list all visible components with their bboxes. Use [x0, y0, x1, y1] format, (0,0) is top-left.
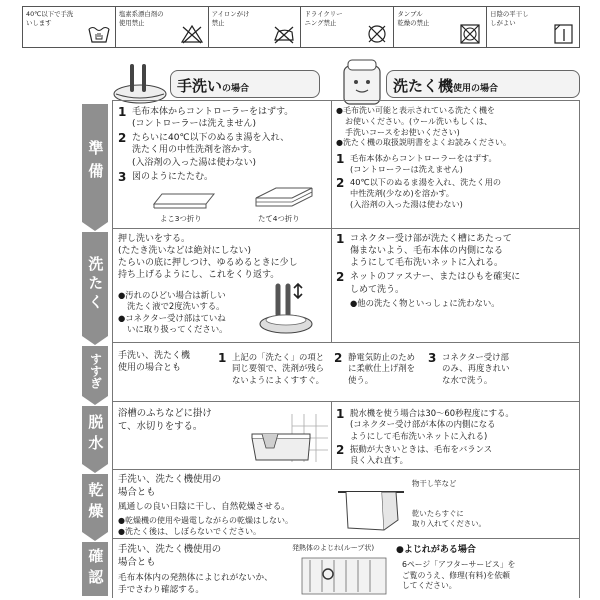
step-text: たらいに40℃以下のぬるま湯を入れ、 洗たく用の中性洗剤を溶かす。 (入浴剤の入った湯は使わない) — [132, 133, 290, 168]
step-text: 静電気防止のため に柔軟仕上げ剤を 使う。 — [348, 352, 415, 385]
grid-line — [331, 401, 332, 469]
grid-line — [112, 100, 580, 101]
step-text: 振動が大きいときは、毛布をバランス 良く入れ直す。 — [350, 444, 493, 466]
step-number: 1 — [336, 407, 345, 421]
care-text: タンブル 乾燥の禁止 — [397, 10, 430, 27]
wash-machine-step-1 — [336, 233, 576, 269]
step-number: 2 — [336, 270, 345, 285]
grid-line — [112, 342, 580, 343]
rinse-step-1 — [218, 352, 332, 388]
step-number: 2 — [334, 351, 343, 365]
prep-hand-step-1 — [118, 106, 328, 130]
section-label-prep — [82, 104, 108, 222]
grid-line — [112, 100, 113, 598]
care-symbol-no-tumble-dry — [394, 7, 487, 47]
dry-lead: 手洗い、洗たく機使用の 場合とも — [118, 474, 222, 498]
step-number: 1 — [118, 105, 127, 119]
step-text: ネットのファスナー、またはひもを確実に しめて洗う。 — [350, 272, 521, 295]
no-bleach-icon — [180, 24, 204, 44]
step-text: コネクター受け部が洗たく槽にあたって 傷まないよう、毛布本体の内側になる ようにして毛布洗いネットに入れる。 — [350, 234, 512, 269]
section-label-text: 準備 — [86, 140, 105, 186]
section-label-rinse — [82, 346, 108, 396]
section-label-text: 脱水 — [86, 414, 105, 456]
machine-suffix: 使用の場合 — [453, 84, 499, 94]
shade-dry-icon — [551, 24, 575, 44]
dry-callout-pole: 物干し竿など — [412, 479, 457, 488]
care-symbol-no-bleach — [116, 7, 209, 47]
check-column — [118, 544, 293, 597]
care-symbol-shade-dry — [487, 7, 579, 47]
rinse-step-2 — [334, 352, 430, 388]
wash-machine-step-2 — [336, 271, 576, 295]
rinse-lead: 手洗い、洗たく機 使用の場合とも — [118, 351, 191, 374]
step-text: コネクター受け部 のみ、再度きれい な水で洗う。 — [442, 352, 510, 385]
no-tumble-dry-icon — [458, 24, 482, 44]
check-right-column — [396, 544, 576, 592]
fold-label-horizontal: よこ3つ折り — [160, 214, 202, 223]
spin-machine-step-2 — [336, 444, 576, 467]
fold-vertical-illustration — [252, 184, 316, 212]
dry-text: 風通しの良い日陰に干し、自然乾燥させる。 — [118, 502, 290, 513]
grid-line — [112, 228, 580, 229]
prep-machine-step-2 — [336, 177, 576, 210]
grid-line — [112, 401, 580, 402]
drying-pole-illustration — [336, 480, 406, 536]
grid-line — [112, 469, 580, 470]
dry-bullet: ●乾燥機の使用や過電しながらの乾燥はしない。 — [118, 515, 293, 525]
step-number: 3 — [428, 351, 437, 365]
care-symbol-no-dry-clean — [301, 7, 394, 47]
press-wash-illustration — [258, 280, 324, 338]
care-symbol-hand-wash — [23, 7, 116, 47]
care-text: 塩素系漂白剤の 使用禁止 — [118, 10, 164, 27]
grid-line — [112, 538, 580, 539]
step-number: 1 — [336, 232, 345, 246]
check-lead: 手洗い、洗たく機使用の 場合とも — [118, 544, 222, 568]
wash-hand-bullet: ●汚れのひどい場合は新しい 洗たく液で2度洗いする。 — [118, 290, 226, 312]
section-label-text: すすぎ — [88, 353, 103, 389]
wash-hand-bullet: ●コネクター受け部はていね いに取り扱ってください。 — [118, 312, 228, 335]
hand-wash-40-icon — [87, 24, 111, 44]
grid-line — [331, 100, 332, 342]
step-number: 2 — [336, 443, 345, 458]
hand-wash-header — [170, 70, 320, 98]
wash-hand-bullets — [118, 290, 268, 335]
prep-hand-step-2 — [118, 132, 328, 168]
check-right-text: 6ページ「アフターサービス」を ご覧のうえ、修理(有料)を依頼 してください。 — [402, 560, 516, 591]
spin-machine-step-1 — [336, 408, 576, 442]
step-number: 3 — [118, 169, 127, 184]
section-label-text: 洗たく — [86, 255, 105, 313]
wash-machine-bullet: ●他の洗たく物といっしょに洗わない。 — [350, 297, 500, 308]
step-text: 毛布本体からコントローラーをはずす。 (コントローラーは洗えません) — [350, 153, 497, 175]
section-label-text: 乾燥 — [86, 482, 105, 524]
dry-callout-bring-in: 乾いたらすぐに 取り入れてください。 — [412, 509, 486, 528]
spin-machine-column — [336, 408, 576, 469]
step-number: 2 — [336, 176, 345, 191]
prep-hand-column — [118, 106, 328, 186]
prep-hand-step-3 — [118, 171, 328, 184]
section-label-check — [82, 542, 108, 596]
dry-column — [118, 474, 338, 538]
hand-wash-title: 手洗い — [177, 77, 223, 95]
step-text: 上記の「洗たく」の項と 同じ要領で、洗剤が残ら ないようによくすすぐ。 — [232, 352, 325, 385]
step-text: 図のようにたたむ。 — [132, 171, 214, 182]
care-text: 日陰の平干し しがよい — [490, 10, 529, 27]
check-figure-label: 発熱体のよじれ(ループ状) — [292, 544, 375, 552]
step-text: 40℃以下のぬるま湯を入れ、洗たく用の 中性洗剤(少なめ)を溶かす。 (入浴剤の入った湯は使わない) — [350, 177, 502, 210]
spin-hand-text: 浴槽のふちなどに掛け て、水切りをする。 — [118, 408, 212, 432]
washing-machine-illustration — [338, 58, 386, 106]
care-symbol-no-iron — [209, 7, 302, 47]
section-label-dry — [82, 474, 108, 532]
machine-title: 洗たく機 — [393, 77, 454, 95]
step-number: 1 — [218, 351, 227, 365]
check-text: 毛布本体内の発熱体によじれがないか、 手でさわり確認する。 — [118, 573, 273, 595]
step-number: 1 — [336, 152, 345, 167]
fold-horizontal-illustration — [148, 188, 218, 212]
prep-machine-column — [336, 106, 576, 213]
section-label-wash — [82, 232, 108, 336]
section-label-spin — [82, 406, 108, 464]
fold-label-vertical: たて4つ折り — [258, 214, 300, 223]
step-text: 脱水機を使う場合は30～60秒程度にする。 (コネクター受け部が本体の内側になる ようにして毛布洗いネットに入れる) — [350, 408, 514, 441]
machine-note: ●洗たく機の取扱説明書をよくお読みください。 — [336, 138, 511, 148]
step-number: 2 — [118, 131, 127, 146]
dry-bullet: ●洗たく後は、しぼらないでください。 — [118, 526, 261, 536]
heater-wire-illustration — [300, 556, 388, 596]
wash-machine-column — [336, 233, 576, 309]
no-iron-icon — [272, 24, 296, 44]
bathtub-illustration — [248, 412, 328, 466]
hand-wash-suffix: の場合 — [222, 84, 250, 94]
care-symbol-strip — [22, 6, 580, 48]
rinse-step-3 — [428, 352, 528, 388]
no-dry-clean-icon — [365, 24, 389, 44]
section-label-text: 確認 — [86, 548, 105, 590]
care-text: ドライクリー ニング禁止 — [304, 10, 343, 27]
check-right-title: ●よじれがある場合 — [396, 545, 476, 555]
grid-line — [579, 100, 580, 598]
prep-machine-step-1 — [336, 153, 576, 175]
care-text: 40℃以下で手洗 いします — [26, 10, 74, 27]
machine-header — [386, 70, 580, 98]
care-text: アイロンがけ 禁止 — [211, 10, 250, 27]
wash-hand-text: 押し洗いをする。 (たたき洗いなどは絶対にしない) たらいの底に押しつけ、ゆるめるときに少し 持ち上げるようにし、これをくり返す。 — [118, 234, 298, 281]
machine-note: ●毛布洗い可能と表示されている洗たく機を お使いください。(ウール洗いもしくは、 手洗いコースをお使いください) — [336, 106, 495, 137]
step-text: 毛布本体からコントローラーをはずす。 (コントローラーは洗えません) — [132, 107, 294, 130]
